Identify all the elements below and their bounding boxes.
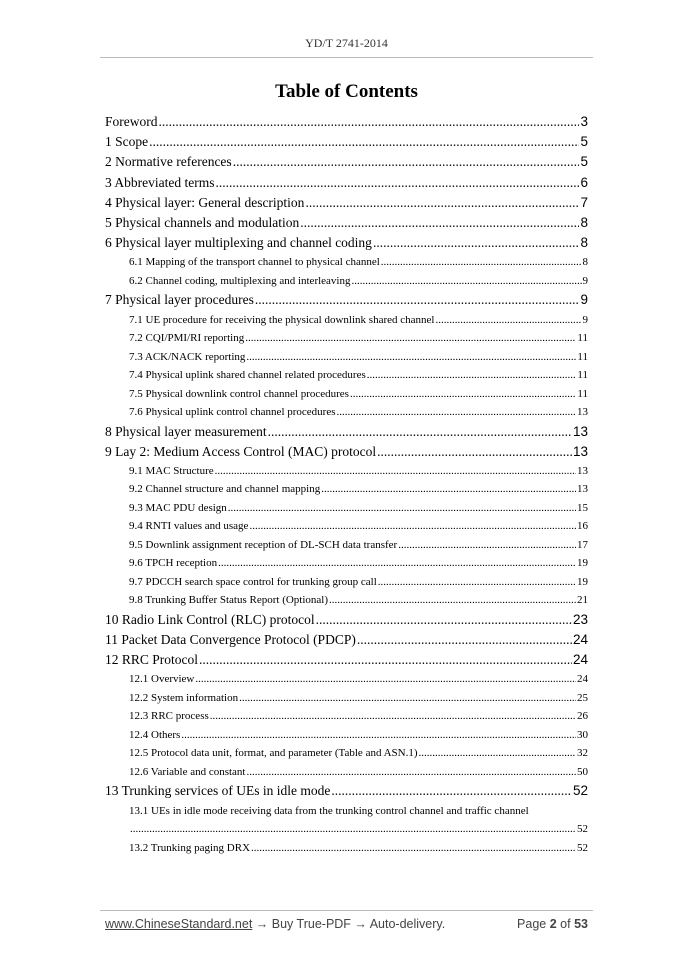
toc-page-number: 11	[577, 350, 588, 363]
toc-page-number: 15	[577, 501, 588, 514]
toc-page-number: 11	[577, 332, 588, 344]
toc-section-entry[interactable]	[105, 193, 588, 213]
toc-entry-label: 12.2 System information	[129, 691, 239, 704]
footer-tagline: → Buy True-PDF → Auto-delivery.	[252, 917, 446, 931]
toc-page-number: 19	[577, 557, 588, 570]
leader-dots	[367, 366, 577, 385]
toc-entry-label: 9.7 PDCCH search space control for trunking group call	[129, 575, 377, 588]
toc-subsection-entry[interactable]	[105, 348, 588, 367]
toc-page-number: 17	[577, 538, 588, 551]
toc-entry-label: 9.6 TPCH reception	[129, 557, 218, 570]
toc-section-entry[interactable]	[105, 173, 588, 193]
leader-dots	[357, 630, 572, 650]
toc-page-number: 23	[572, 611, 588, 627]
leader-dots	[218, 554, 576, 573]
toc-entry-label: 9.3 MAC PDU design	[129, 501, 227, 514]
header-divider	[100, 57, 593, 58]
leader-dots	[181, 726, 576, 745]
toc-subsection-entry[interactable]	[105, 517, 588, 536]
toc-subsection-entry[interactable]	[105, 763, 588, 782]
toc-entry-label: 9.5 Downlink assignment reception of DL-SCH data transfer	[129, 538, 398, 551]
leader-dots	[351, 272, 581, 291]
toc-page-number: 13	[572, 423, 588, 439]
toc-entry-label: 6.2 Channel coding, multiplexing and interleaving	[129, 274, 351, 287]
toc-page-number: 25	[577, 691, 588, 704]
leader-dots	[316, 610, 572, 630]
toc-page-number: 8	[582, 256, 588, 269]
toc-entry-label-line[interactable]: 13.1 UEs in idle mode receiving data from the trunking control channel and traffic channel	[129, 804, 529, 817]
site-link[interactable]: www.ChineseStandard.net	[105, 917, 253, 931]
toc-entry-label: 1 Scope	[105, 134, 149, 150]
toc-section-entry[interactable]	[105, 610, 588, 630]
leader-dots	[239, 689, 576, 708]
toc-subsection-entry[interactable]	[105, 462, 588, 481]
toc-subsection-entry[interactable]	[105, 689, 588, 708]
toc-entry-label: 7.4 Physical uplink shared channel related procedures	[129, 369, 366, 381]
leader-dots	[321, 480, 576, 499]
leader-dots	[247, 763, 577, 782]
leader-dots	[435, 311, 581, 330]
page-word: Page	[517, 917, 547, 931]
toc-page-number: 3	[580, 114, 588, 129]
leader-dots	[305, 193, 579, 213]
toc-entry-label: 8 Physical layer measurement	[105, 423, 267, 439]
leader-dots	[377, 442, 572, 462]
leader-dots	[195, 670, 576, 689]
toc-entry-label: 12.3 RRC process	[129, 710, 209, 723]
toc-page-number: 8	[580, 214, 588, 230]
document-header: YD/T 2741-2014	[305, 36, 388, 50]
leader-dots	[337, 403, 576, 422]
toc-entry-label: 13.2 Trunking paging DRX	[129, 841, 251, 854]
toc-page-number: 52	[572, 783, 588, 799]
toc-subsection-entry[interactable]	[105, 536, 588, 555]
toc-page-number: 7	[580, 194, 588, 210]
toc-entry-label: 13 Trunking services of UEs in idle mode	[105, 783, 331, 799]
toc-entry-label: 12.5 Protocol data unit, format, and parameter (Table and ASN.1)	[129, 747, 418, 760]
leader-dots	[210, 707, 576, 726]
toc-entry-label: 7.1 UE procedure for receiving the physical downlink shared channel	[129, 313, 435, 326]
total-pages: 53	[574, 917, 588, 931]
toc-section-entry[interactable]	[105, 132, 588, 152]
leader-dots	[249, 517, 576, 536]
leader-dots	[251, 839, 576, 858]
toc-entry-label: 10 Radio Link Control (RLC) protocol	[105, 611, 315, 627]
toc-page-number: 5	[580, 134, 588, 150]
toc-subsection-entry[interactable]	[105, 499, 588, 518]
leader-dots	[331, 781, 572, 801]
toc-entry-label: 4 Physical layer: General description	[105, 194, 305, 210]
toc-entry-label: 9 Lay 2: Medium Access Control (MAC) protocol	[105, 443, 377, 459]
of-word: of	[560, 917, 571, 931]
leader-dots	[159, 112, 580, 132]
toc-subsection-entry[interactable]	[105, 707, 588, 726]
toc-entry-label: 11 Packet Data Convergence Protocol (PDCP)	[105, 632, 356, 648]
toc-page-number: 24	[577, 673, 588, 686]
leader-dots	[300, 213, 579, 233]
toc-subsection-entry[interactable]	[105, 480, 588, 499]
leader-dots	[228, 499, 576, 518]
toc-section-entry[interactable]	[105, 152, 588, 172]
leader-dots	[246, 348, 576, 367]
toc-section-entry[interactable]	[105, 630, 588, 650]
toc-subsection-entry[interactable]	[105, 272, 588, 291]
leader-dots	[149, 132, 579, 152]
toc-entry-label: 12.1 Overview	[129, 673, 195, 686]
toc-page-number: 6	[580, 174, 588, 190]
toc-entry-label: 5 Physical channels and modulation	[105, 214, 300, 230]
toc-subsection-entry[interactable]	[105, 726, 588, 745]
toc-page-number: 9	[582, 313, 588, 326]
toc-subsection-entry[interactable]	[105, 311, 588, 330]
page-footer	[105, 917, 588, 933]
toc-page-number: 9	[582, 274, 588, 287]
toc-page-number: 24	[572, 652, 588, 668]
toc-entry-label: 7.3 ACK/NACK reporting	[129, 350, 246, 363]
toc-page-number: 11	[577, 387, 588, 400]
toc-subsection-entry[interactable]	[105, 554, 588, 573]
toc-section-entry[interactable]	[105, 781, 588, 801]
footer-promo	[105, 917, 445, 931]
toc-entry-label: 7.2 CQI/PMI/RI reporting	[129, 332, 245, 344]
toc-page-number: 24	[572, 632, 588, 648]
toc-section-entry[interactable]	[105, 650, 588, 670]
toc-page-number: 52	[577, 841, 588, 854]
toc-page-number: 50	[577, 765, 588, 778]
leader-dots	[373, 233, 580, 253]
leader-dots	[255, 290, 580, 310]
toc-entry-label: 12.6 Variable and constant	[129, 765, 246, 778]
toc-entry-label: 3 Abbreviated terms	[105, 174, 215, 190]
toc-section-entry[interactable]	[105, 233, 588, 253]
leader-dots	[378, 573, 576, 592]
toc-entry-label: 6 Physical layer multiplexing and channel coding	[105, 235, 372, 251]
toc-page-number: 13	[572, 443, 588, 459]
toc-entry-label: 7.6 Physical uplink control channel procedures	[129, 406, 336, 418]
toc-section-entry[interactable]	[105, 442, 588, 462]
toc-section-entry[interactable]	[105, 112, 588, 132]
toc-subsection-entry[interactable]	[105, 573, 588, 592]
toc-page-number: 9	[580, 292, 588, 308]
leader-dots	[215, 462, 576, 481]
toc-subsection-entry[interactable]	[105, 253, 588, 272]
toc-section-entry[interactable]	[105, 422, 588, 442]
toc-page-number: 13	[577, 483, 588, 496]
toc-subsection-entry[interactable]	[105, 744, 588, 763]
toc-entry-label: 7 Physical layer procedures	[105, 292, 254, 308]
leader-dots	[398, 536, 576, 555]
toc-entry-label: 6.1 Mapping of the transport channel to physical channel	[129, 256, 380, 269]
toc-page-number: 8	[580, 235, 588, 251]
page-indicator	[517, 917, 588, 931]
toc-entry-label: 7.5 Physical downlink control channel procedures	[129, 387, 349, 400]
leader-dots	[350, 385, 576, 404]
leader-dots	[381, 253, 582, 272]
toc-subsection-entry[interactable]	[105, 366, 588, 385]
toc-page-number: 11	[577, 369, 588, 381]
toc-section-entry[interactable]	[105, 290, 588, 310]
toc-page-number: 21	[577, 594, 588, 607]
toc-subsection-entry[interactable]	[105, 670, 588, 689]
leader-dots	[233, 152, 580, 172]
toc-subsection-entry[interactable]	[105, 839, 588, 858]
leader-dots	[268, 422, 572, 442]
toc-subsection-entry[interactable]	[105, 591, 588, 610]
toc-page-number: 5	[580, 154, 588, 170]
table-of-contents	[105, 112, 588, 857]
toc-entry-label: 9.8 Trunking Buffer Status Report (Optional)	[129, 594, 329, 607]
toc-page-number: 13	[577, 464, 588, 477]
toc-entry-label: 9.4 RNTI values and usage	[129, 520, 249, 533]
toc-subsection-entry[interactable]	[105, 385, 588, 404]
toc-subsection-entry[interactable]	[105, 329, 588, 348]
toc-entry-label: 9.2 Channel structure and channel mapping	[129, 483, 321, 496]
toc-entry-continuation[interactable]	[105, 820, 588, 839]
toc-page-number: 26	[577, 710, 588, 723]
toc-subsection-entry[interactable]	[105, 403, 588, 422]
toc-page-number: 52	[577, 823, 588, 836]
footer-divider	[100, 910, 593, 911]
toc-page-number: 30	[577, 728, 588, 741]
current-page-number: 2	[549, 917, 557, 931]
leader-dots	[245, 329, 576, 348]
toc-page-number: 13	[577, 406, 588, 418]
toc-entry-label: Foreword	[105, 114, 158, 129]
leader-dots	[199, 650, 572, 670]
leader-dots	[329, 591, 576, 610]
toc-entry-label: 12.4 Others	[129, 728, 181, 741]
toc-entry-label: 9.1 MAC Structure	[129, 464, 214, 477]
toc-entry-label: 2 Normative references	[105, 154, 232, 170]
leader-dots	[215, 173, 579, 193]
toc-entry-label: 12 RRC Protocol	[105, 652, 199, 668]
toc-page-number: 19	[577, 575, 588, 588]
toc-page-number: 32	[577, 747, 588, 760]
toc-page-number: 16	[577, 520, 588, 533]
toc-section-entry[interactable]	[105, 213, 588, 233]
leader-dots	[130, 820, 576, 839]
leader-dots	[419, 744, 576, 763]
page-title: Table of Contents	[275, 81, 418, 102]
